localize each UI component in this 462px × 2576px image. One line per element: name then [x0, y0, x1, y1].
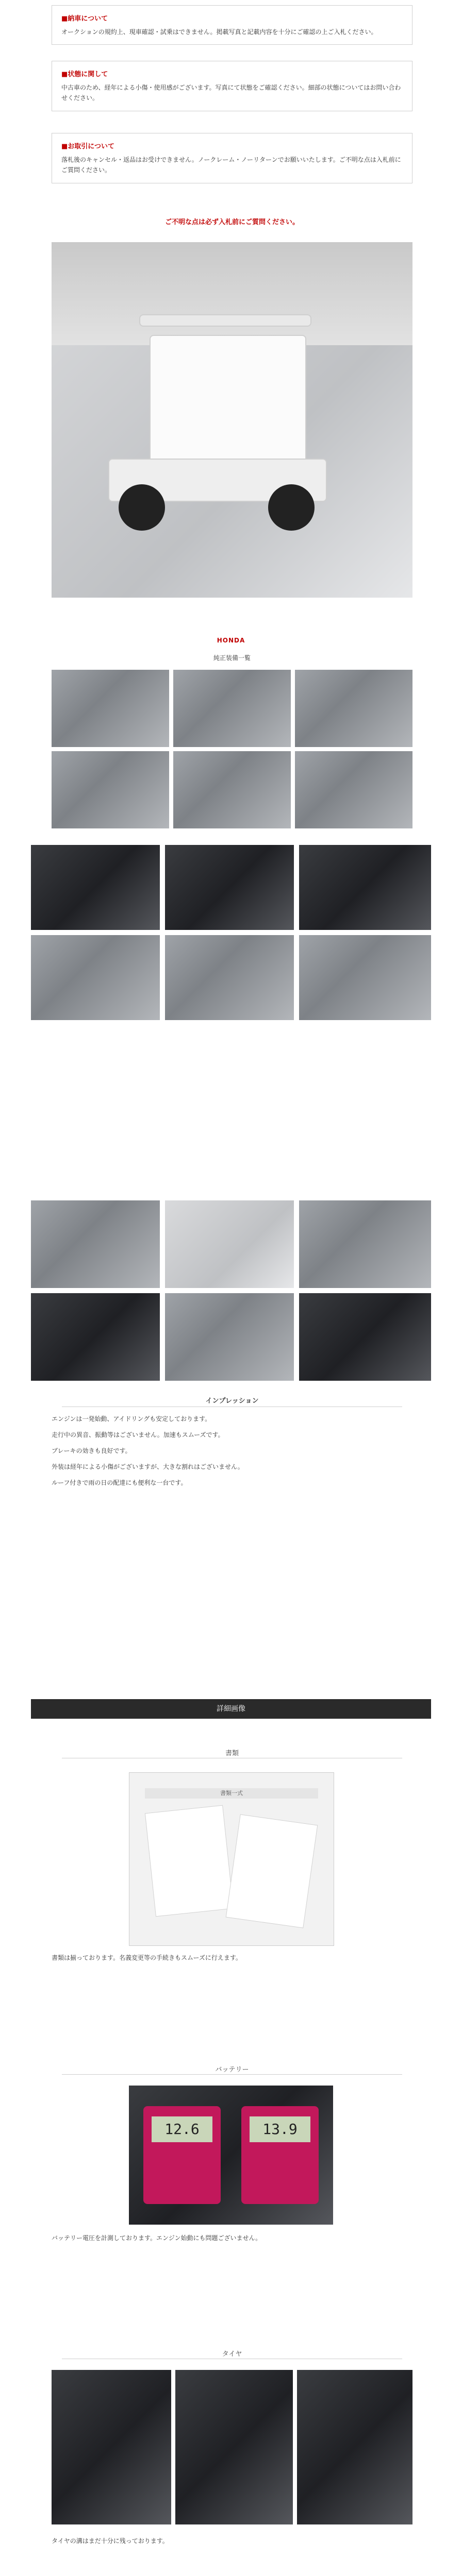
battery-text: バッテリー電圧を計測しております。エンジン始動にも問題ございません。 [52, 2234, 262, 2242]
impression-paragraph: ルーフ付きで雨の日の配達にも便利な一台です。 [52, 1479, 187, 1486]
hero-vehicle-photo [52, 242, 412, 598]
battery-photo [129, 2086, 333, 2225]
multimeter-2 [241, 2106, 319, 2204]
tire-photo-2 [175, 2370, 293, 2524]
tire-section-title: タイヤ [222, 2350, 242, 2358]
impression-paragraph: 走行中の異音、振動等はございません。加速もスムーズです。 [52, 1431, 224, 1438]
parts-caption: 純正装備一覧 [213, 654, 251, 662]
impression-title: インプレッション [205, 1397, 259, 1405]
notice-title-3: ■お取引について [61, 143, 115, 150]
detail-photo-7 [31, 1200, 160, 1288]
impression-paragraph: 外装は経年による小傷がございますが、大きな割れはございません。 [52, 1463, 244, 1470]
doc-sheet-2 [226, 1814, 318, 1928]
detail-photo-11 [165, 1293, 294, 1381]
notice-box-3 [52, 133, 412, 183]
doc-sheet-1 [145, 1805, 234, 1917]
multimeter-display-1: 12.6 [152, 2116, 212, 2142]
tire-text: タイヤの溝はまだ十分に残っております。 [52, 2537, 169, 2545]
battery-section-title: バッテリー [215, 2066, 249, 2074]
notice-title-2: ■状態に関して [61, 71, 108, 78]
battery-rule [62, 2074, 402, 2075]
notice-text-1: オークションの規約上、現車確認・試乗はできません。掲載写真と記載内容を十分にご確認の上ご入札ください。 [61, 28, 377, 36]
vehicle-roof [139, 314, 311, 327]
parts-photo-2 [173, 670, 291, 747]
impression-paragraph: エンジンは一発始動、アイドリングも安定しております。 [52, 1415, 211, 1422]
vehicle-box [150, 335, 306, 471]
impression-rule [62, 1406, 402, 1407]
multimeter-1 [143, 2106, 221, 2204]
notice-text-3: 落札後のキャンセル・返品はお受けできません。ノークレーム・ノーリターンでお願いいたします。ご不明な点は入札前にご質問ください。 [61, 156, 401, 174]
detail-photo-3 [299, 845, 431, 930]
parts-photo-1 [52, 670, 169, 747]
parts-photo-6 [295, 751, 412, 828]
docs-photo [129, 1772, 334, 1946]
detail-photo-6 [299, 935, 431, 1020]
notice-text-2: 中古車のため、経年による小傷・使用感がございます。写真にて状態をご確認ください。細部の状態についてはお問い合わせください。 [61, 84, 401, 102]
detail-photo-10 [31, 1293, 160, 1381]
honda-logo: HONDA [217, 637, 245, 644]
impression-body [52, 1414, 412, 1494]
notice-title-1: ■納車について [61, 15, 108, 23]
detail-photo-2 [165, 845, 294, 930]
notice-box-1 [52, 5, 412, 45]
detail-photo-5 [165, 935, 294, 1020]
rear-wheel [268, 484, 315, 531]
notice-highlight: ご不明な点は必ず入札前にご質問ください。 [164, 218, 299, 226]
tire-photo-1 [52, 2370, 171, 2524]
parts-photo-5 [173, 751, 291, 828]
multimeter-display-2: 13.9 [250, 2116, 310, 2142]
detail-photo-9 [299, 1200, 431, 1288]
section-bar: 詳細画像 [31, 1699, 431, 1719]
front-wheel [119, 484, 165, 531]
detail-photo-4 [31, 935, 160, 1020]
docs-section-title: 書類 [225, 1750, 239, 1757]
tire-photo-3 [297, 2370, 412, 2524]
detail-photo-1 [31, 845, 160, 930]
docs-photo-header: 書類一式 [145, 1788, 318, 1799]
parts-photo-4 [52, 751, 169, 828]
parts-photo-3 [295, 670, 412, 747]
detail-photo-12 [299, 1293, 431, 1381]
impression-paragraph: ブレーキの効きも良好です。 [52, 1447, 131, 1454]
docs-text: 書類は揃っております。名義変更等の手続きもスムーズに行えます。 [52, 1954, 242, 1961]
detail-photo-8 [165, 1200, 294, 1288]
notice-box-2 [52, 61, 412, 111]
